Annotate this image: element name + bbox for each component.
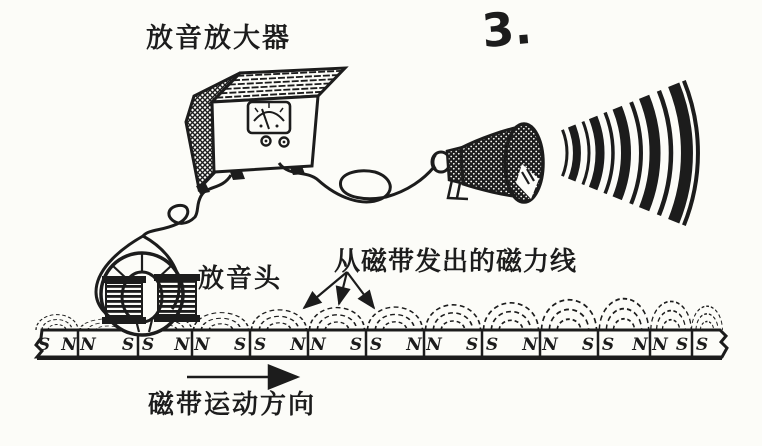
- tape-direction-label: 磁带运动方向: [148, 390, 317, 420]
- tape-pole-letter: N: [632, 335, 648, 355]
- tape-pole-letter: S: [465, 335, 479, 355]
- amplifier-label: 放音放大器: [146, 23, 291, 54]
- field-lines-label: 从磁带发出的磁力线: [334, 247, 578, 277]
- tape-pole-letter: N: [194, 335, 210, 355]
- tape-pole-letter: S: [369, 335, 383, 355]
- playback-head-icon: [101, 253, 200, 335]
- tape-pole-letter: S: [581, 335, 595, 355]
- tape-pole-letter: S: [349, 335, 363, 355]
- tape-pole-letter: N: [61, 335, 77, 355]
- tape-pole-letter: S: [601, 335, 615, 355]
- meter-icon: [248, 102, 290, 133]
- tape-pole-letter: N: [542, 335, 558, 355]
- tape-pole-letter: S: [233, 335, 247, 355]
- tape-pole-letter: N: [174, 335, 190, 355]
- tape-pole-letter: N: [290, 335, 306, 355]
- playback-head-label: 放音头: [198, 264, 283, 294]
- tape-pole-letter: S: [253, 335, 267, 355]
- tape-pole-letter: S: [37, 335, 51, 355]
- tape-pole-letter: N: [652, 335, 668, 355]
- horn-speaker-icon: [432, 124, 543, 202]
- tape-pole-letter: N: [310, 335, 326, 355]
- tape-pole-letter: N: [522, 335, 538, 355]
- tape-pole-letter: S: [485, 335, 499, 355]
- tape-pole-letter: S: [141, 335, 155, 355]
- sound-waves-icon: [563, 81, 698, 226]
- tape-pole-letter: S: [675, 335, 689, 355]
- amplifier-box: [186, 68, 345, 194]
- tape-pole-letter: S: [695, 335, 709, 355]
- tape-pole-letter: N: [426, 335, 442, 355]
- tape-pole-letter: N: [80, 335, 96, 355]
- figure-number: 3.: [479, 0, 534, 59]
- tape-pole-letter: S: [121, 335, 135, 355]
- amp-foot: [230, 171, 245, 180]
- tape-pole-letter: N: [406, 335, 422, 355]
